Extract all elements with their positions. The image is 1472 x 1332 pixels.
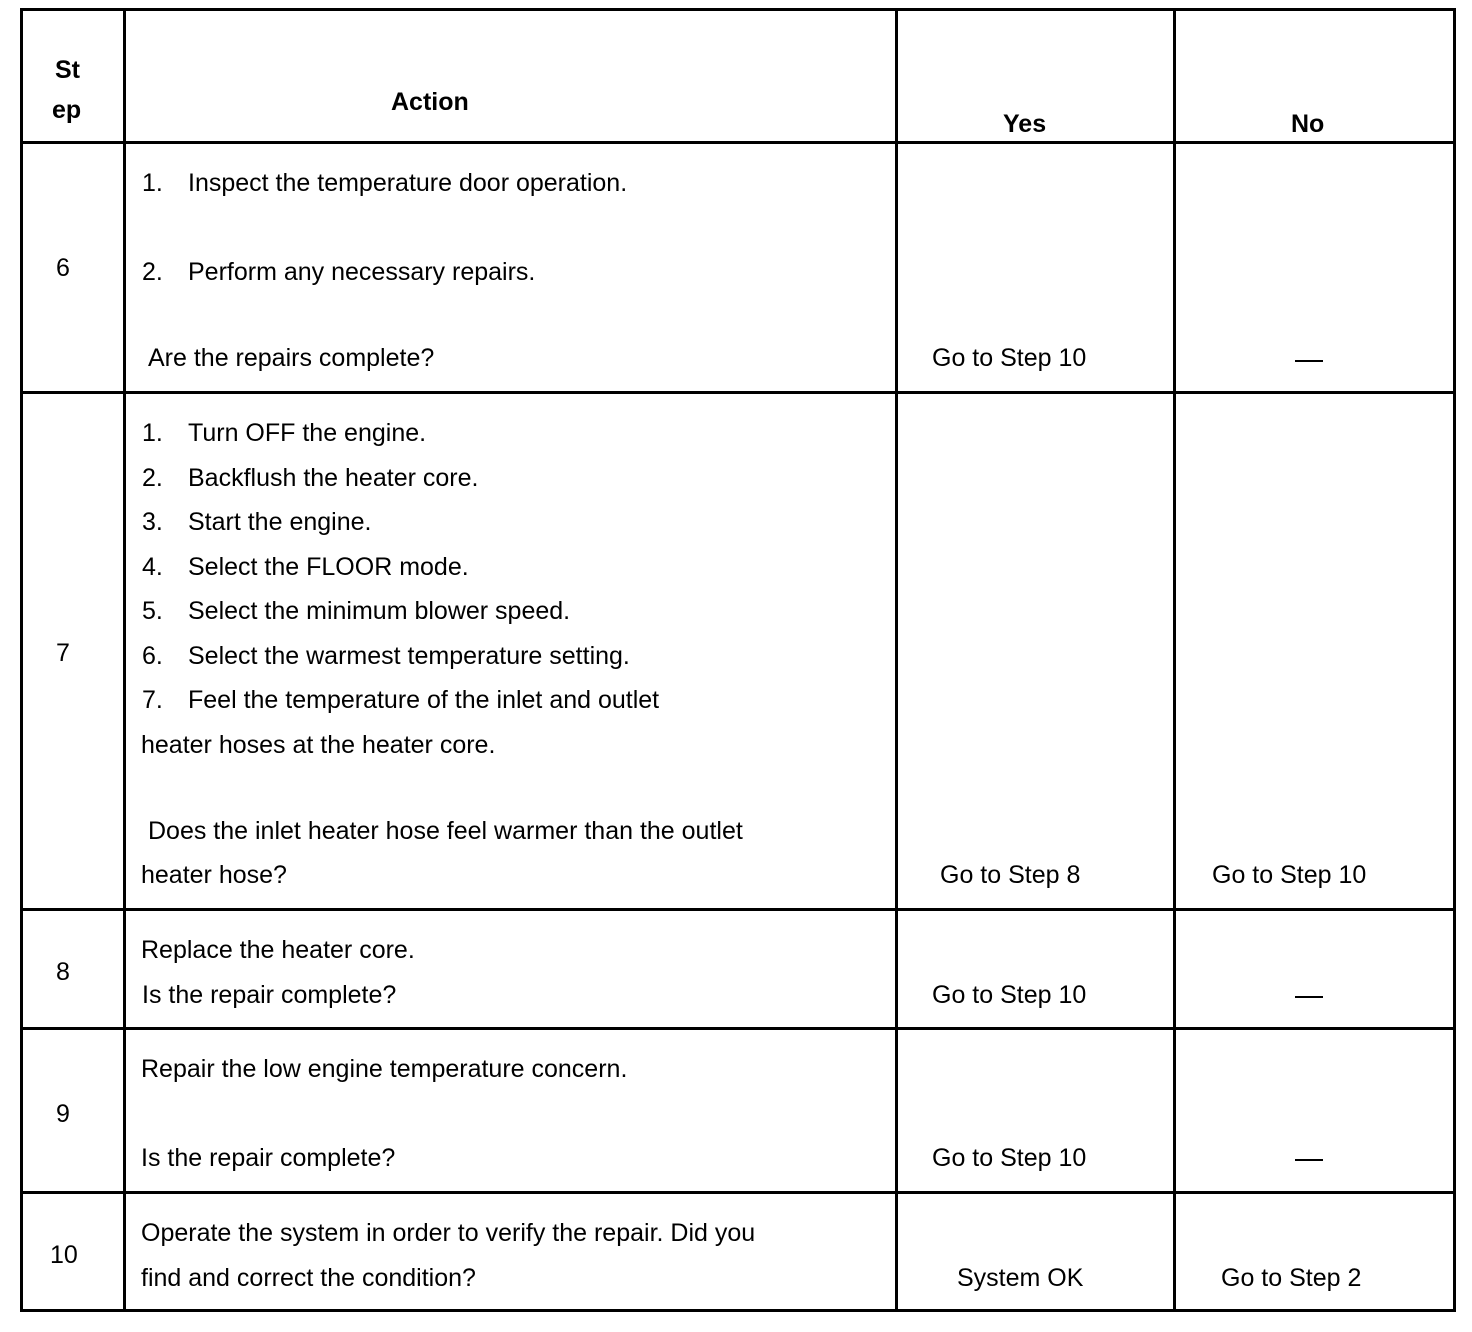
no-result: Go to Step 2	[1221, 1264, 1362, 1292]
action-question: Does the inlet heater hose feel warmer than the outlet	[148, 817, 743, 845]
header-action: Action	[391, 88, 469, 116]
item-number: 3.	[142, 508, 163, 536]
action-question: Is the repair complete?	[141, 1144, 396, 1172]
no-result: Go to Step 10	[1212, 861, 1367, 889]
yes-result: Go to Step 10	[932, 344, 1087, 372]
header-step-line1: St	[55, 56, 80, 84]
action-item: Select the warmest temperature setting.	[188, 642, 630, 670]
step-number: 9	[56, 1100, 70, 1128]
no-result-dash	[1295, 1159, 1323, 1161]
diagnostic-table	[20, 8, 1456, 1312]
header-step-line2: ep	[52, 96, 82, 124]
step-number: 10	[50, 1241, 78, 1269]
action-question: Is the repair complete?	[142, 981, 397, 1009]
yes-result: Go to Step 10	[932, 1144, 1087, 1172]
action-question: Are the repairs complete?	[148, 344, 435, 372]
item-number: 7.	[142, 686, 163, 714]
action-text: Replace the heater core.	[141, 936, 415, 964]
item-number: 4.	[142, 553, 163, 581]
action-text: Repair the low engine temperature concern.	[141, 1055, 628, 1083]
column-divider	[1173, 11, 1176, 1309]
item-number: 1.	[142, 419, 163, 447]
action-item: Perform any necessary repairs.	[188, 258, 536, 286]
row-divider	[23, 391, 1453, 394]
action-item: Inspect the temperature door operation.	[188, 169, 628, 197]
column-divider	[123, 11, 126, 1309]
action-text-continued: find and correct the condition?	[141, 1264, 476, 1292]
row-divider	[23, 908, 1453, 911]
column-divider	[895, 11, 898, 1309]
row-divider	[23, 1027, 1453, 1030]
item-number: 2.	[142, 258, 163, 286]
action-item: Select the FLOOR mode.	[188, 553, 469, 581]
yes-result: System OK	[957, 1264, 1084, 1292]
action-item-continued: heater hoses at the heater core.	[141, 731, 496, 759]
action-item: Select the minimum blower speed.	[188, 597, 571, 625]
action-item: Turn OFF the engine.	[188, 419, 427, 447]
yes-result: Go to Step 10	[932, 981, 1087, 1009]
step-number: 8	[56, 958, 70, 986]
action-item: Start the engine.	[188, 508, 372, 536]
row-divider	[23, 1191, 1453, 1194]
step-number: 6	[56, 254, 70, 282]
yes-result: Go to Step 8	[940, 861, 1081, 889]
no-result-dash	[1295, 996, 1323, 998]
row-divider	[23, 141, 1453, 144]
header-yes: Yes	[1003, 110, 1047, 138]
item-number: 6.	[142, 642, 163, 670]
item-number: 1.	[142, 169, 163, 197]
action-text: Operate the system in order to verify the repair. Did you	[141, 1219, 756, 1247]
action-item: Backflush the heater core.	[188, 464, 479, 492]
item-number: 5.	[142, 597, 163, 625]
header-no: No	[1291, 110, 1325, 138]
action-item: Feel the temperature of the inlet and outlet	[188, 686, 660, 714]
item-number: 2.	[142, 464, 163, 492]
step-number: 7	[56, 639, 70, 667]
no-result-dash	[1295, 360, 1323, 362]
action-question-continued: heater hose?	[141, 861, 287, 889]
